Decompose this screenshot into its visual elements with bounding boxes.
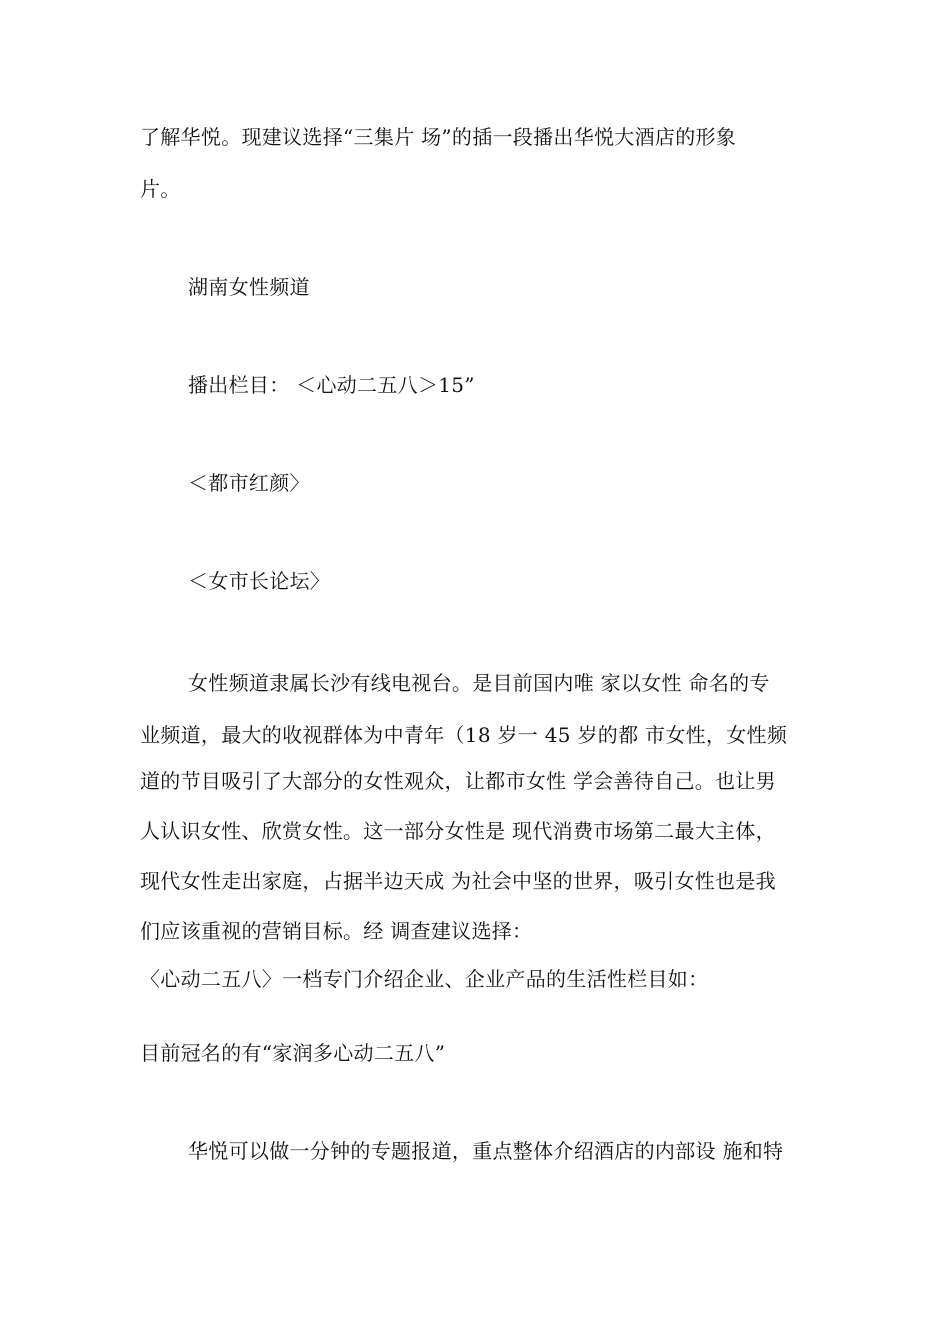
paragraph-line: 女性频道隶属长沙有线电视台。是目前国内唯 家以女性 命名的专 (188, 671, 770, 695)
paragraph-line: 〈心动二五八〉一档专门介绍企业、企业产品的生活性栏目如： (140, 967, 709, 991)
channel-heading: 湖南女性频道 (188, 275, 310, 299)
paragraph-line: 目前冠名的有“家润多心动二五八” (140, 1041, 446, 1065)
paragraph-line: 现代女性走出家庭，占据半边天成 为社会中坚的世界，吸引女性也是我 (140, 869, 776, 893)
paragraph-line: 人认识女性、欣赏女性。这一部分女性是 现代消费市场第二最大主体， (140, 819, 776, 843)
paragraph-line: 业频道，最大的收视群体为中青年（18 岁一 45 岁的都 市女性，女性频 (140, 723, 788, 747)
program-line: ＜女市长论坛〉 (188, 569, 331, 593)
paragraph-line: 道的节目吸引了大部分的女性观众，让都市女性 学会善待自己。也让男 (140, 769, 776, 793)
program-line: 播出栏目： ＜心动二五八＞15” (188, 373, 475, 397)
paragraph-line: 华悦可以做一分钟的专题报道，重点整体介绍酒店的内部设 施和特 (188, 1139, 784, 1163)
paragraph-line: 们应该重视的营销目标。经 调查建议选择： (140, 919, 533, 943)
program-line: ＜都市红颜〉 (188, 471, 310, 495)
paragraph-line: 片。 (140, 177, 181, 201)
paragraph-line: 了解华悦。现建议选择“三集片 场”的插一段播出华悦大酒店的形象 (140, 125, 737, 149)
